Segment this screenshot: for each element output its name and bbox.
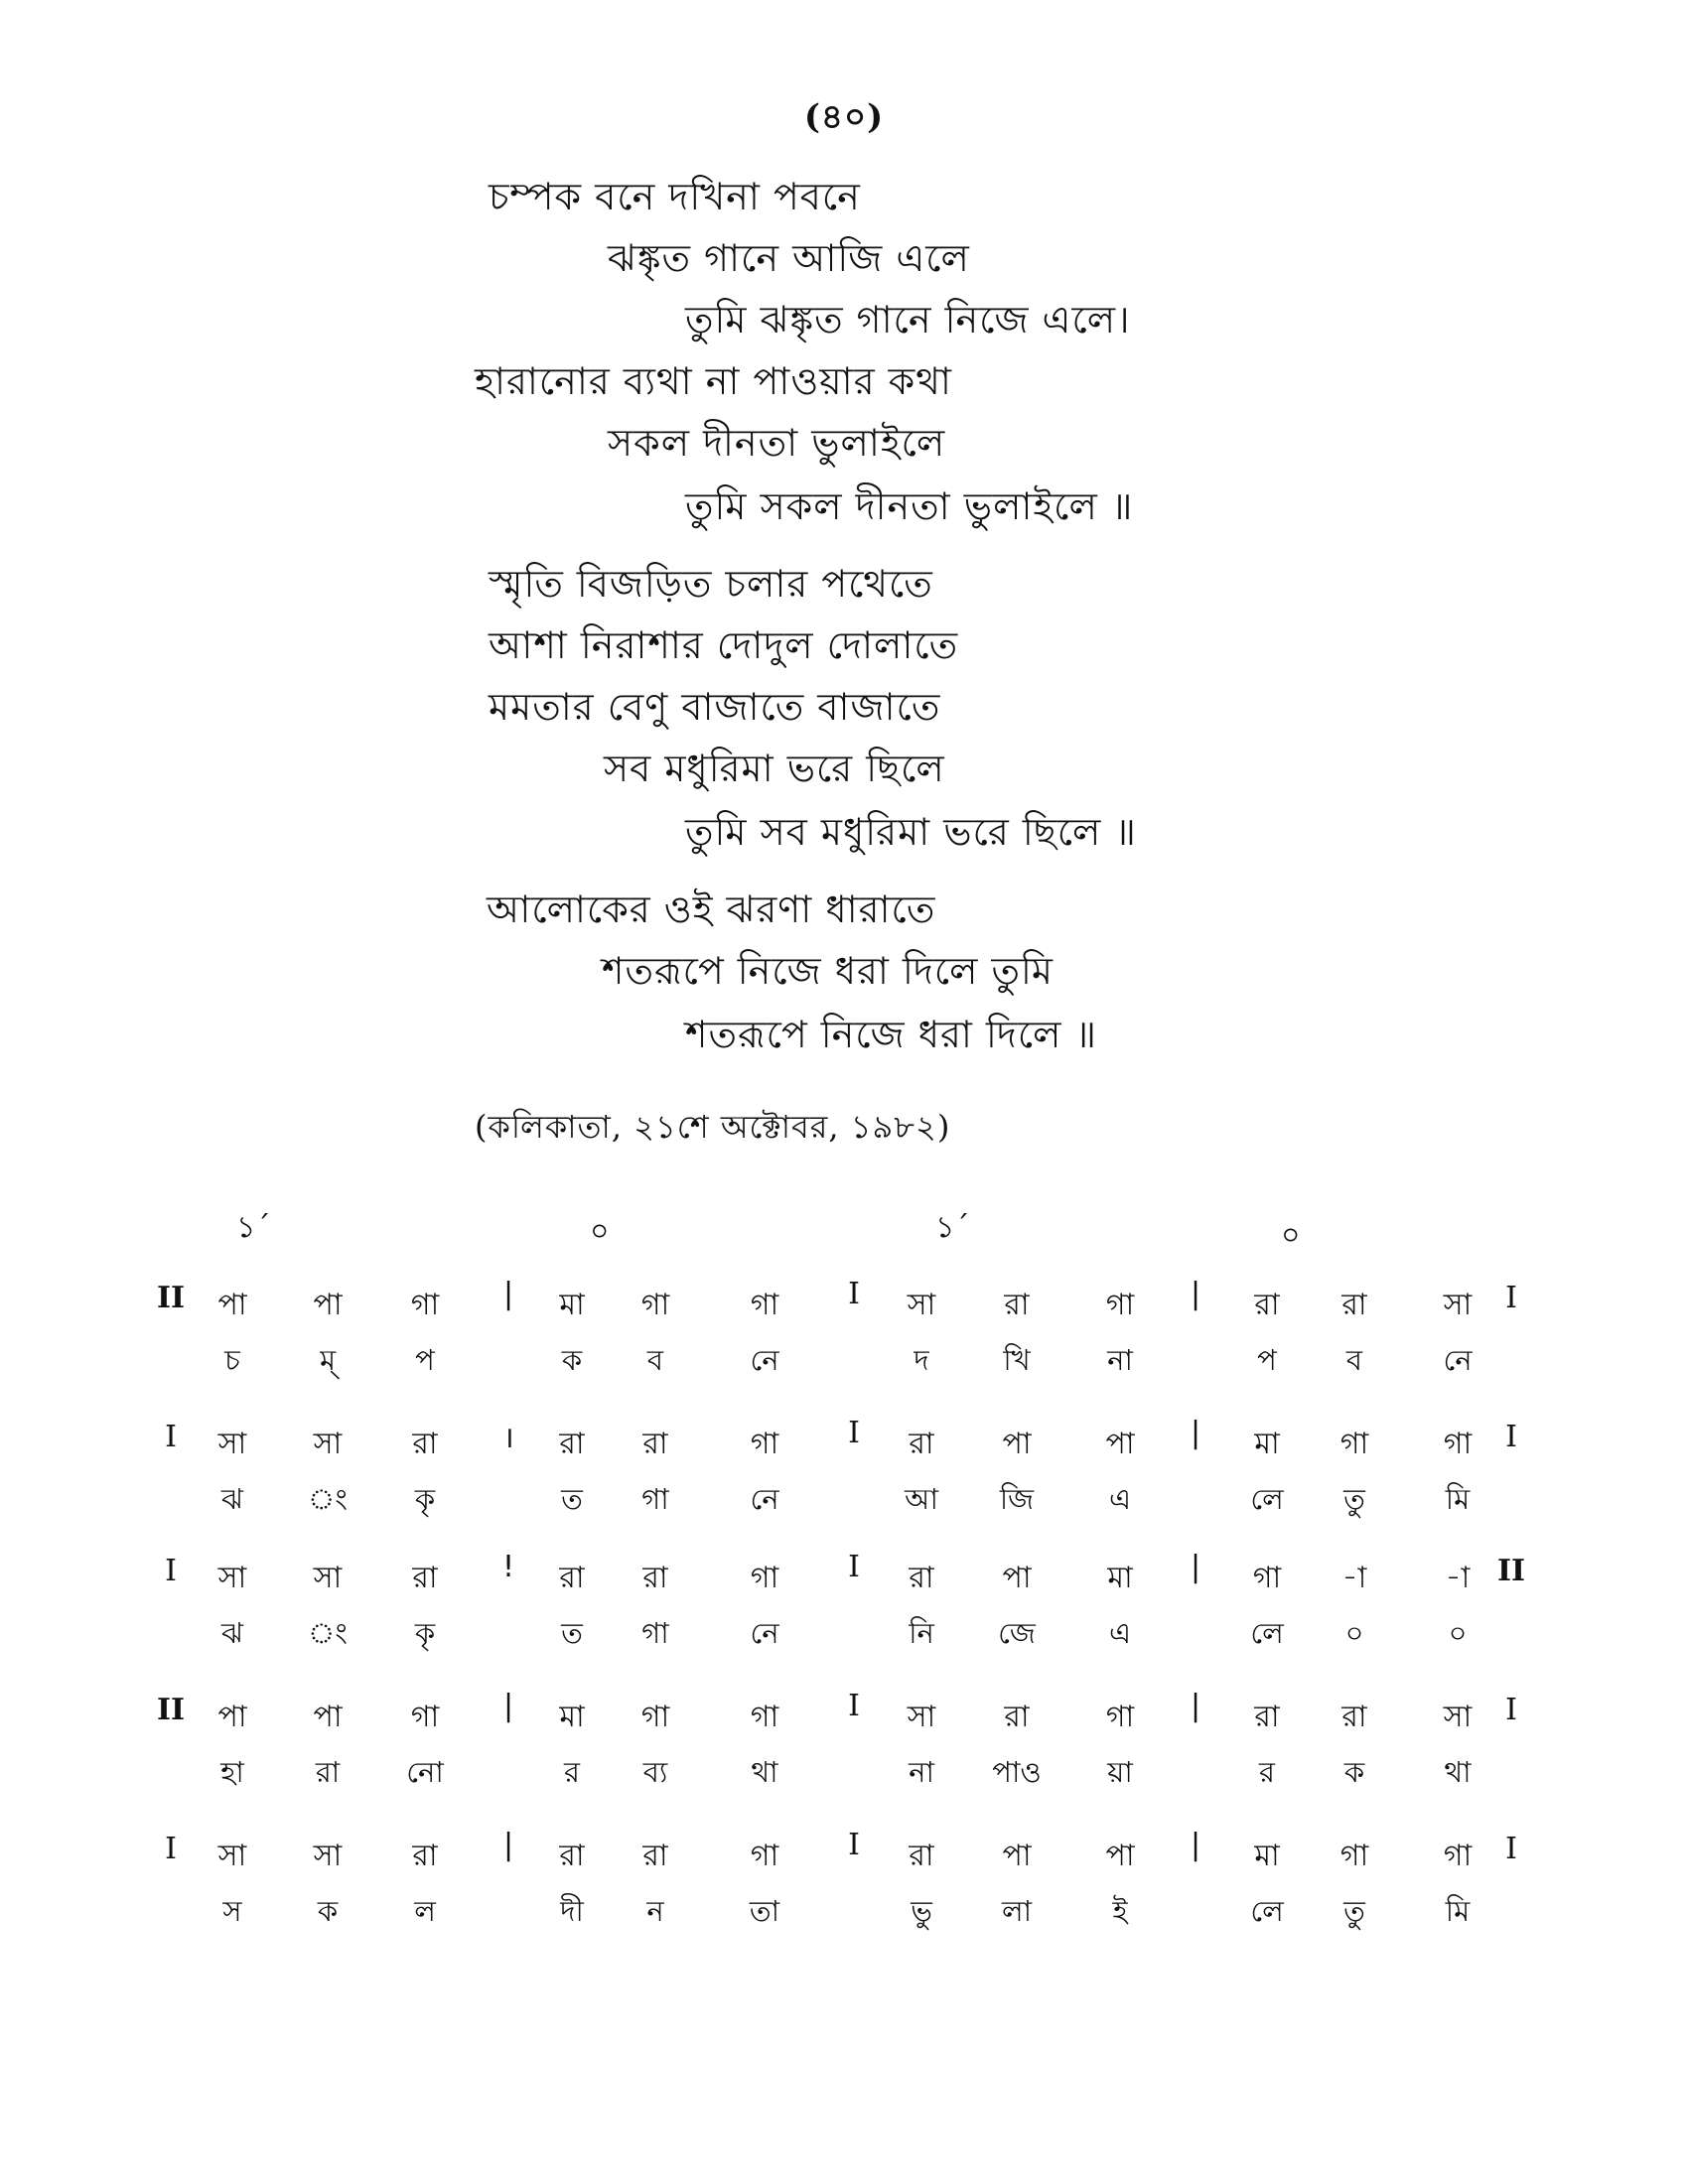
swara-note: রা xyxy=(1341,1288,1367,1322)
lyric-syllable: নো xyxy=(406,1755,444,1789)
vibhag-barline: | xyxy=(1190,1689,1201,1723)
lyric-syllable: লে xyxy=(1250,1482,1284,1516)
row-start-barline: I xyxy=(165,1420,177,1454)
swara-note: পা xyxy=(1105,1839,1135,1873)
beat-mark-sam: ১´ xyxy=(935,1210,970,1245)
swara-note: রা xyxy=(412,1427,438,1461)
vibhag-barline: | xyxy=(502,1689,514,1723)
lyric-syllable: র xyxy=(564,1755,580,1789)
lyric-syllable: না xyxy=(1107,1343,1133,1377)
vibhag-barline: | xyxy=(1190,1828,1201,1862)
swara-note: সা xyxy=(907,1700,936,1734)
lyric-syllable: তু xyxy=(1343,1482,1365,1516)
lyric-line: স্মৃতি বিজড়িত চলার পথেতে xyxy=(489,562,933,606)
lyric-syllable: ব্য xyxy=(642,1755,668,1789)
lyric-syllable: জি xyxy=(999,1482,1035,1516)
lyric-syllable: লে xyxy=(1250,1616,1284,1650)
composition-dateline: (কলিকাতা, ২১শে অক্টোবর, ১৯৮২) xyxy=(475,1108,951,1146)
swara-note: পা xyxy=(313,1700,343,1734)
lyric-syllable: য়া xyxy=(1107,1755,1133,1789)
lyric-syllable: জে xyxy=(998,1616,1036,1650)
lyric-syllable: লে xyxy=(1250,1894,1284,1928)
swara-note: মা xyxy=(1254,1427,1280,1461)
lyric-line: সকল দীনতা ভুলাইলে xyxy=(608,421,946,465)
swara-note: গা xyxy=(1443,1427,1473,1461)
swara-note: গা xyxy=(750,1839,779,1873)
swara-note: সা xyxy=(1443,1288,1473,1322)
swara-note: পা xyxy=(1002,1561,1032,1595)
lyric-syllable: তা xyxy=(749,1894,780,1928)
swara-note: গা xyxy=(750,1427,779,1461)
vibhag-barline: | xyxy=(1190,1416,1201,1450)
lyric-syllable: প xyxy=(1257,1343,1277,1377)
swara-note: রা xyxy=(559,1427,585,1461)
row-start-barline: I xyxy=(165,1554,177,1588)
lyric-syllable: গা xyxy=(641,1616,669,1650)
swara-note: রা xyxy=(909,1427,934,1461)
lyric-syllable: হা xyxy=(220,1755,244,1789)
swara-note: পা xyxy=(217,1700,247,1734)
lyric-syllable: থা xyxy=(751,1755,778,1789)
lyric-line: শতরূপে নিজে ধরা দিলে তুমি xyxy=(602,949,1054,993)
row-end-barline: I xyxy=(1505,1832,1517,1866)
lyric-syllable: র xyxy=(1259,1755,1275,1789)
swara-note: গা xyxy=(750,1288,779,1322)
swara-note: রা xyxy=(642,1427,668,1461)
swara-note: সা xyxy=(217,1561,247,1595)
swara-note: রা xyxy=(1254,1700,1280,1734)
swara-note: পা xyxy=(217,1288,247,1322)
beat-mark-khali: ০ xyxy=(1281,1218,1301,1253)
lyric-syllable: ঝ xyxy=(221,1616,243,1650)
lyric-line: মমতার বেণু বাজাতে বাজাতে xyxy=(489,685,941,729)
lyric-syllable: ন xyxy=(646,1894,664,1928)
lyric-syllable: ভু xyxy=(911,1894,932,1928)
swara-note: সা xyxy=(217,1839,247,1873)
swara-note: গা xyxy=(410,1700,440,1734)
lyric-syllable: দী xyxy=(560,1894,584,1928)
swara-note: রা xyxy=(642,1561,668,1595)
swara-note: রা xyxy=(642,1839,668,1873)
swara-note: রা xyxy=(909,1839,934,1873)
vibhag-barline: I xyxy=(848,1277,860,1311)
beat-mark-khali: ০ xyxy=(590,1214,610,1249)
lyric-syllable: থা xyxy=(1444,1755,1472,1789)
swara-note: রা xyxy=(559,1839,585,1873)
swara-note: রা xyxy=(412,1839,438,1873)
lyric-line: আলোকের ওই ঝরণা ধারাতে xyxy=(487,887,936,931)
row-end-barline: I xyxy=(1505,1281,1517,1315)
lyric-syllable: মি xyxy=(1445,1482,1471,1516)
lyric-line: আশা নিরাশার দোদুল দোলাতে xyxy=(489,623,959,667)
beat-mark-sam: ১´ xyxy=(236,1210,271,1245)
lyric-syllable: নে xyxy=(750,1616,779,1650)
lyric-syllable: ই xyxy=(1112,1894,1128,1928)
row-end-barline: I xyxy=(1505,1420,1517,1454)
lyric-syllable: ব xyxy=(1345,1343,1363,1377)
lyric-line: তুমি সকল দীনতা ভুলাইলে ॥ xyxy=(685,484,1134,528)
page-number: (৪০) xyxy=(803,97,885,137)
swara-note: -া xyxy=(1445,1561,1471,1595)
swara-note: মা xyxy=(1254,1839,1280,1873)
row-start-barline: II xyxy=(156,1281,186,1315)
lyric-syllable: না xyxy=(909,1755,934,1789)
lyric-syllable: এ xyxy=(1108,1616,1132,1650)
lyric-syllable: নি xyxy=(909,1616,934,1650)
lyric-syllable: ম্ xyxy=(319,1343,337,1377)
vibhag-barline: | xyxy=(502,1828,514,1862)
row-end-barline: II xyxy=(1496,1554,1526,1588)
vibhag-barline: I xyxy=(848,1550,860,1584)
lyric-syllable: চ xyxy=(224,1343,240,1377)
lyric-line: ঝঙ্কৃত গানে আজি এলে xyxy=(608,236,970,280)
lyric-syllable: কৃ xyxy=(414,1482,436,1516)
lyric-syllable: ০ xyxy=(1448,1616,1468,1650)
lyric-syllable: নে xyxy=(1443,1343,1473,1377)
swara-note: পা xyxy=(1105,1427,1135,1461)
swara-note: গা xyxy=(1339,1427,1369,1461)
lyric-syllable: ল xyxy=(414,1894,436,1928)
swara-note: গা xyxy=(750,1561,779,1595)
lyric-syllable: গা xyxy=(641,1482,669,1516)
lyric-syllable: আ xyxy=(905,1482,938,1516)
lyric-line: তুমি সব মধুরিমা ভরে ছিলে ॥ xyxy=(685,810,1137,854)
swara-note: সা xyxy=(907,1288,936,1322)
lyric-syllable: দ xyxy=(914,1343,929,1377)
swara-note: গা xyxy=(640,1288,670,1322)
lyric-syllable: রা xyxy=(315,1755,341,1789)
lyric-syllable: ত xyxy=(561,1616,583,1650)
swara-note: রা xyxy=(412,1561,438,1595)
swara-note: রা xyxy=(1004,1288,1030,1322)
row-end-barline: I xyxy=(1505,1693,1517,1727)
swara-note: গা xyxy=(410,1288,440,1322)
swara-note: সা xyxy=(313,1839,343,1873)
swara-note: গা xyxy=(1443,1839,1473,1873)
lyric-line: সব মধুরিমা ভরে ছিলে xyxy=(604,747,945,790)
vibhag-barline: I xyxy=(848,1828,860,1862)
swara-note: সা xyxy=(217,1427,247,1461)
lyric-line: তুমি ঝঙ্কৃত গানে নিজে এলে। xyxy=(685,298,1131,341)
lyric-line: চম্পক বনে দখিনা পবনে xyxy=(489,175,861,218)
lyric-syllable: ং xyxy=(308,1482,348,1516)
lyric-syllable: ক xyxy=(561,1343,583,1377)
swara-note: গা xyxy=(1105,1700,1135,1734)
swara-note: গা xyxy=(1339,1839,1369,1873)
swara-note: সা xyxy=(1443,1700,1473,1734)
lyric-syllable: স xyxy=(222,1894,242,1928)
lyric-syllable: ং xyxy=(308,1616,348,1650)
lyric-line: শতরূপে নিজে ধরা দিলে ॥ xyxy=(685,1013,1098,1056)
vibhag-barline: I xyxy=(848,1416,860,1450)
swara-note: সা xyxy=(313,1561,343,1595)
vibhag-barline: | xyxy=(1190,1550,1201,1584)
swara-note: রা xyxy=(1341,1700,1367,1734)
row-start-barline: I xyxy=(165,1832,177,1866)
swara-note: মা xyxy=(559,1700,585,1734)
swara-note: গা xyxy=(750,1700,779,1734)
lyric-syllable: ক xyxy=(317,1894,339,1928)
vibhag-barline: | xyxy=(502,1277,514,1311)
swara-note: গা xyxy=(640,1700,670,1734)
swara-note: পা xyxy=(1002,1839,1032,1873)
swara-note: রা xyxy=(559,1561,585,1595)
swara-note: সা xyxy=(313,1427,343,1461)
swara-note: -া xyxy=(1341,1561,1367,1595)
lyric-syllable: কৃ xyxy=(414,1616,436,1650)
lyric-syllable: নে xyxy=(750,1482,779,1516)
lyric-syllable: ব xyxy=(646,1343,664,1377)
swara-note: পা xyxy=(1002,1427,1032,1461)
swara-note: পা xyxy=(313,1288,343,1322)
lyric-syllable: ত xyxy=(561,1482,583,1516)
vibhag-barline: | xyxy=(1190,1277,1201,1311)
vibhag-barline: I xyxy=(848,1689,860,1723)
lyric-syllable: ০ xyxy=(1344,1616,1364,1650)
vibhag-barline: । xyxy=(502,1421,514,1455)
lyric-syllable: খি xyxy=(1003,1343,1031,1377)
lyric-syllable: ঝ xyxy=(221,1482,243,1516)
row-start-barline: II xyxy=(156,1693,186,1727)
lyric-syllable: মি xyxy=(1445,1894,1471,1928)
lyric-syllable: ক xyxy=(1343,1755,1365,1789)
swara-note: গা xyxy=(1105,1288,1135,1322)
lyric-line: হারানোর ব্যথা না পাওয়ার কথা xyxy=(475,359,952,403)
swara-note: মা xyxy=(1107,1561,1133,1595)
swara-note: রা xyxy=(909,1561,934,1595)
lyric-syllable: এ xyxy=(1108,1482,1132,1516)
swara-note: গা xyxy=(1252,1561,1282,1595)
vibhag-barline: ! xyxy=(501,1550,515,1584)
lyric-syllable: তু xyxy=(1343,1894,1365,1928)
lyric-syllable: প xyxy=(415,1343,435,1377)
lyric-syllable: লা xyxy=(1001,1894,1033,1928)
swara-note: মা xyxy=(559,1288,585,1322)
swara-note: রা xyxy=(1004,1700,1030,1734)
lyric-syllable: পাও xyxy=(992,1755,1042,1789)
lyric-syllable: নে xyxy=(750,1343,779,1377)
swara-note: রা xyxy=(1254,1288,1280,1322)
